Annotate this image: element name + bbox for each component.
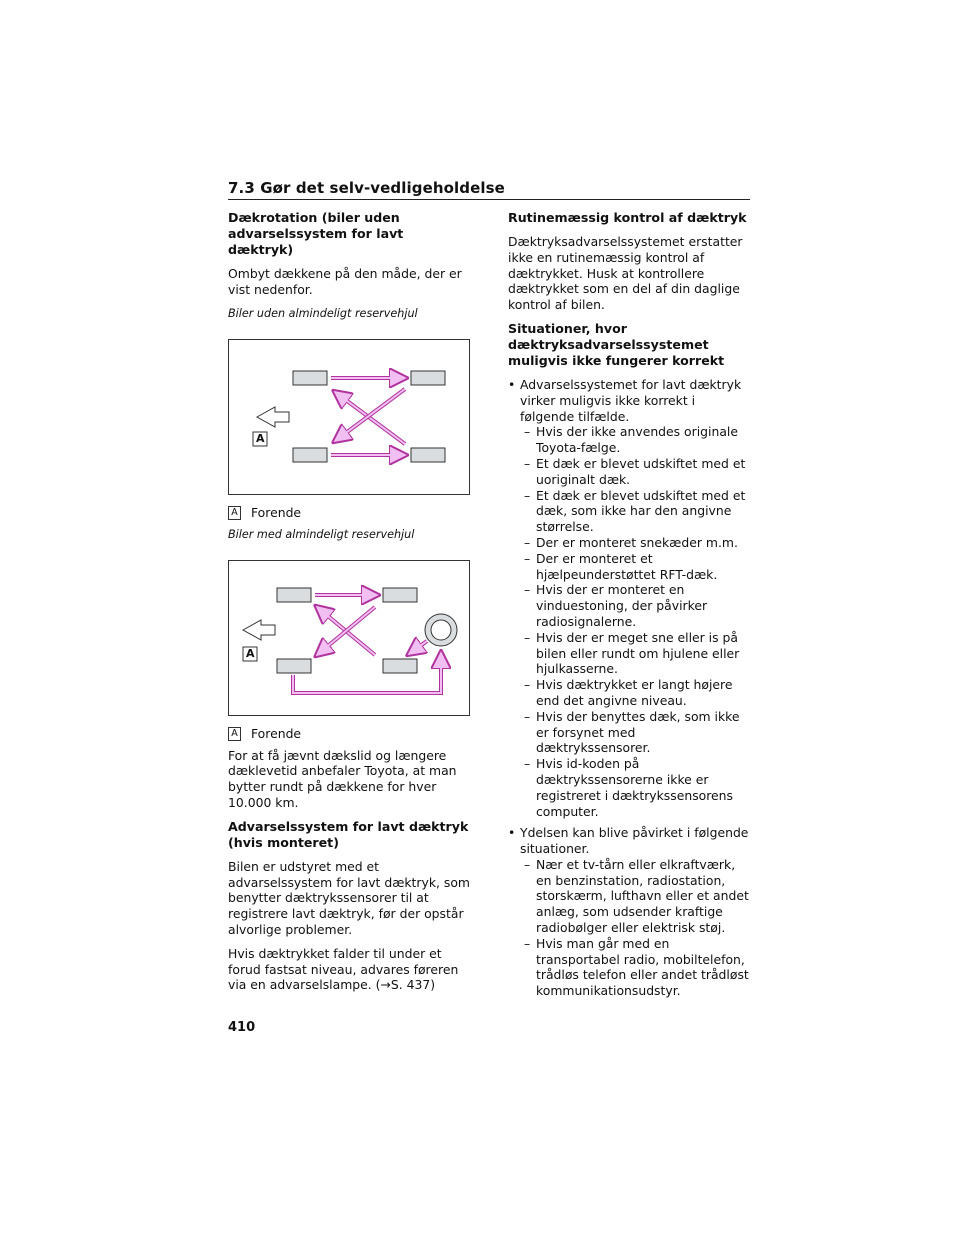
list-item: – Hvis der er meget sne eller is på bilen eller rundt om hjulene eller hjulkasserne. bbox=[524, 630, 752, 677]
legend-front-2 bbox=[228, 726, 472, 742]
paragraph-rotation-interval: For at få jævnt dækslid og længere dæklevetid anbefaler Toyota, at man bytter rundt på dækkene for hver 10.000 km. bbox=[228, 747, 457, 810]
performance-sublist bbox=[520, 857, 752, 999]
caption-no-spare: Biler uden almindeligt reservehjul bbox=[228, 306, 418, 320]
heading-routine-check: Rutinemæssig kontrol af dæktryk bbox=[508, 210, 747, 225]
legend-letter: A bbox=[228, 727, 241, 741]
bullet-text: Ydelsen kan blive påvirket i følgende situationer. bbox=[520, 825, 749, 857]
list-item: – Der er monteret et hjælpeunderstøttet RFT-dæk. bbox=[524, 551, 752, 583]
legend-text: Forende bbox=[251, 504, 302, 520]
heading-tire-rotation: Dækrotation (biler uden advarselssystem for lavt dæktryk) bbox=[228, 210, 404, 257]
bullet-text: Advarselssystemet for lavt dæktryk virker muligvis ikke korrekt i følgende tilfælde. bbox=[520, 376, 742, 424]
rotation-diagram-no-spare bbox=[228, 339, 470, 495]
paragraph-swap-tires: Ombyt dækkene på den måde, der er vist nedenfor. bbox=[228, 266, 462, 297]
list-item: – Der er monteret snekæder m.m. bbox=[524, 535, 752, 551]
section-header bbox=[228, 178, 750, 200]
paragraph-tpms-description: Bilen er udstyret med et advarselssystem for lavt dæktryk, som benytter dæktrykssensorer til at registrere lavt dæktryk, før der opstår alvorlige problemer. bbox=[228, 858, 470, 937]
list-item: – Hvis id-koden på dæktrykssensorerne ikke er registreret i dæktrykssensorens computer. bbox=[524, 756, 752, 819]
bullet-mark: • bbox=[508, 376, 516, 392]
paragraph-routine-check: Dæktryksadvarselssystemet erstatter ikke en rutinemæssig kontrol af dæktrykket. Husk at kontrollere dæktrykket som en del af din daglige kontrol af bilen. bbox=[508, 234, 743, 313]
rotation-diagram-with-spare bbox=[228, 560, 470, 716]
tire-rear-left bbox=[383, 588, 417, 602]
tire-front-right bbox=[293, 448, 327, 462]
tire-front-left bbox=[277, 588, 311, 602]
front-label: A bbox=[256, 431, 265, 445]
list-item: – Hvis der benyttes dæk, som ikke er forsynet med dæktrykssensorer. bbox=[524, 709, 752, 756]
legend-text: Forende bbox=[251, 725, 302, 741]
left-column bbox=[228, 210, 472, 1001]
caption-with-spare: Biler med almindeligt reservehjul bbox=[228, 527, 415, 541]
front-direction-arrow bbox=[243, 620, 275, 640]
malfunction-sublist bbox=[520, 424, 752, 819]
tire-rear-right bbox=[383, 659, 417, 673]
list-item: – Hvis man går med en transportabel radio, mobiltelefon, trådløs telefon eller andet trådløst kommunikationsudstyr. bbox=[524, 936, 752, 999]
front-label: A bbox=[246, 646, 255, 660]
tire-rear-left bbox=[411, 371, 445, 385]
situations-list bbox=[508, 377, 752, 999]
list-item: – Hvis dæktrykket er langt højere end det angivne niveau. bbox=[524, 677, 752, 709]
list-item: – Hvis der ikke anvendes originale Toyota-fælge. bbox=[524, 424, 752, 456]
page-number: 410 bbox=[228, 1020, 256, 1035]
list-item: – Et dæk er blevet udskiftet med et uoriginalt dæk. bbox=[524, 456, 752, 488]
heading-situations: Situationer, hvor dæktryksadvarselssystemet muligvis ikke fungerer korrekt bbox=[508, 320, 725, 368]
paragraph-tpms-warning: Hvis dæktrykket falder til under et forud fastsat niveau, advares føreren via en advarselslampe. (→S. 437) bbox=[228, 945, 459, 993]
list-item: – Nær et tv-tårn eller elkraftværk, en benzinstation, radiostation, storskærm, lufthavn eller et andet anlæg, som udsender kraftige radiobølger eller elektrisk støj. bbox=[524, 857, 752, 936]
right-column bbox=[508, 210, 752, 1005]
legend-front bbox=[228, 505, 472, 521]
list-item: – Hvis der er monteret en vinduestoning, der påvirker radiosignalerne. bbox=[524, 582, 752, 629]
section-title: 7.3 Gør det selv-vedligeholdelse bbox=[228, 179, 505, 197]
list-item: – Et dæk er blevet udskiftet med et dæk, som ikke har den angivne størrelse. bbox=[524, 488, 752, 535]
tire-front-right bbox=[277, 659, 311, 673]
tire-front-left bbox=[293, 371, 327, 385]
bullet-mark: • bbox=[508, 825, 516, 841]
bullet-performance-cases bbox=[508, 825, 752, 999]
legend-letter: A bbox=[228, 506, 241, 520]
bullet-malfunction-cases bbox=[508, 377, 752, 819]
tire-rear-right bbox=[411, 448, 445, 462]
arrow-loop bbox=[293, 653, 441, 693]
front-direction-arrow bbox=[257, 407, 289, 427]
heading-tpms: Advarselssystem for lavt dæktryk (hvis monteret) bbox=[228, 818, 469, 850]
